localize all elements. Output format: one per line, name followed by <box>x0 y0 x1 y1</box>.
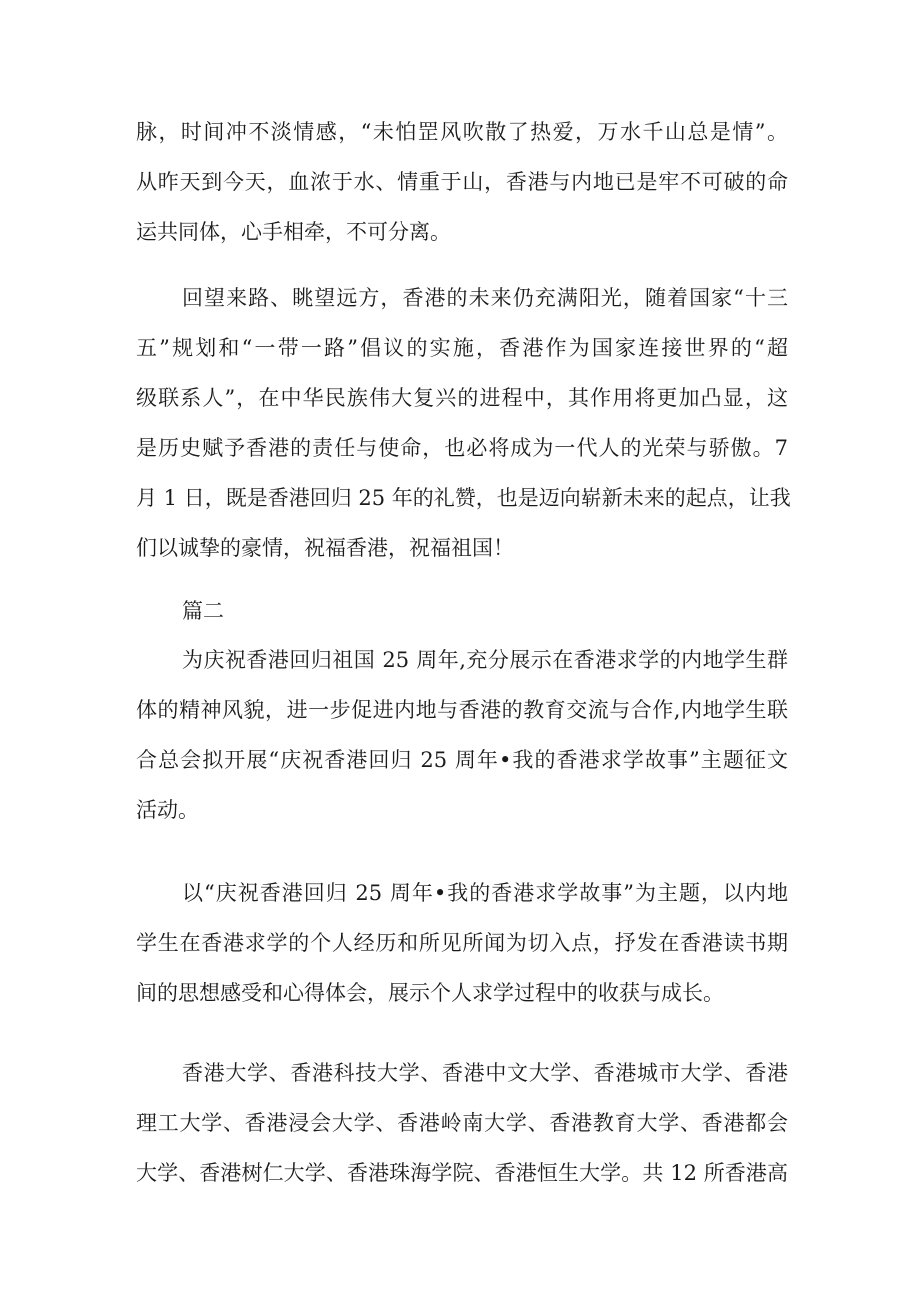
paragraph-line: 体的精神风貌，进一步促进内地与香港的教育交流与合作,内地学生联 <box>136 698 788 722</box>
paragraph-line: 合总会拟开展“庆祝香港回归 25 周年•我的香港求学故事”主题征文 <box>136 748 788 772</box>
paragraph-line: 回望来路、眺望远方，香港的未来仍充满阳光，随着国家“十三 <box>182 286 788 310</box>
paragraph-line: 学生在香港求学的个人经历和所见所闻为切入点，抒发在香港读书期 <box>136 931 788 955</box>
paragraph-line: 活动。 <box>136 798 199 822</box>
paragraph-line: 为庆祝香港回归祖国 25 周年,充分展示在香港求学的内地学生群 <box>182 648 788 672</box>
paragraph-line: 以“庆祝香港回归 25 周年•我的香港求学故事”为主题，以内地 <box>182 881 788 905</box>
paragraph-line: 从昨天到今天，血浓于水、情重于山，香港与内地已是牢不可破的命 <box>136 170 788 194</box>
paragraph-line: 脉，时间冲不淡情感，“未怕罡风吹散了热爱，万水千山总是情”。 <box>136 120 788 144</box>
paragraph-line: 大学、香港树仁大学、香港珠海学院、香港恒生大学。共 12 所香港高 <box>136 1161 788 1185</box>
paragraph-line: 运共同体，心手相牵，不可分离。 <box>136 220 451 244</box>
paragraph-line: 间的思想感受和心得体会，展示个人求学过程中的收获与成长。 <box>136 981 724 1005</box>
paragraph-line: 是历史赋予香港的责任与使命，也必将成为一代人的光荣与骄傲。7 <box>136 436 788 460</box>
paragraph-line: 们以诚挚的豪情，祝福香港，祝福祖国！ <box>136 536 514 560</box>
paragraph-line: 五”规划和“一带一路”倡议的实施，香港作为国家连接世界的“超 <box>136 336 788 360</box>
paragraph-line: 理工大学、香港浸会大学、香港岭南大学、香港教育大学、香港都会 <box>136 1111 788 1135</box>
paragraph-line: 级联系人”，在中华民族伟大复兴的进程中，其作用将更加凸显，这 <box>136 386 788 410</box>
paragraph-line: 月 1 日，既是香港回归 25 年的礼赞，也是迈向崭新未来的起点，让我 <box>136 486 791 510</box>
paragraph-line: 香港大学、香港科技大学、香港中文大学、香港城市大学、香港 <box>182 1061 788 1085</box>
section-heading: 篇二 <box>182 599 224 623</box>
